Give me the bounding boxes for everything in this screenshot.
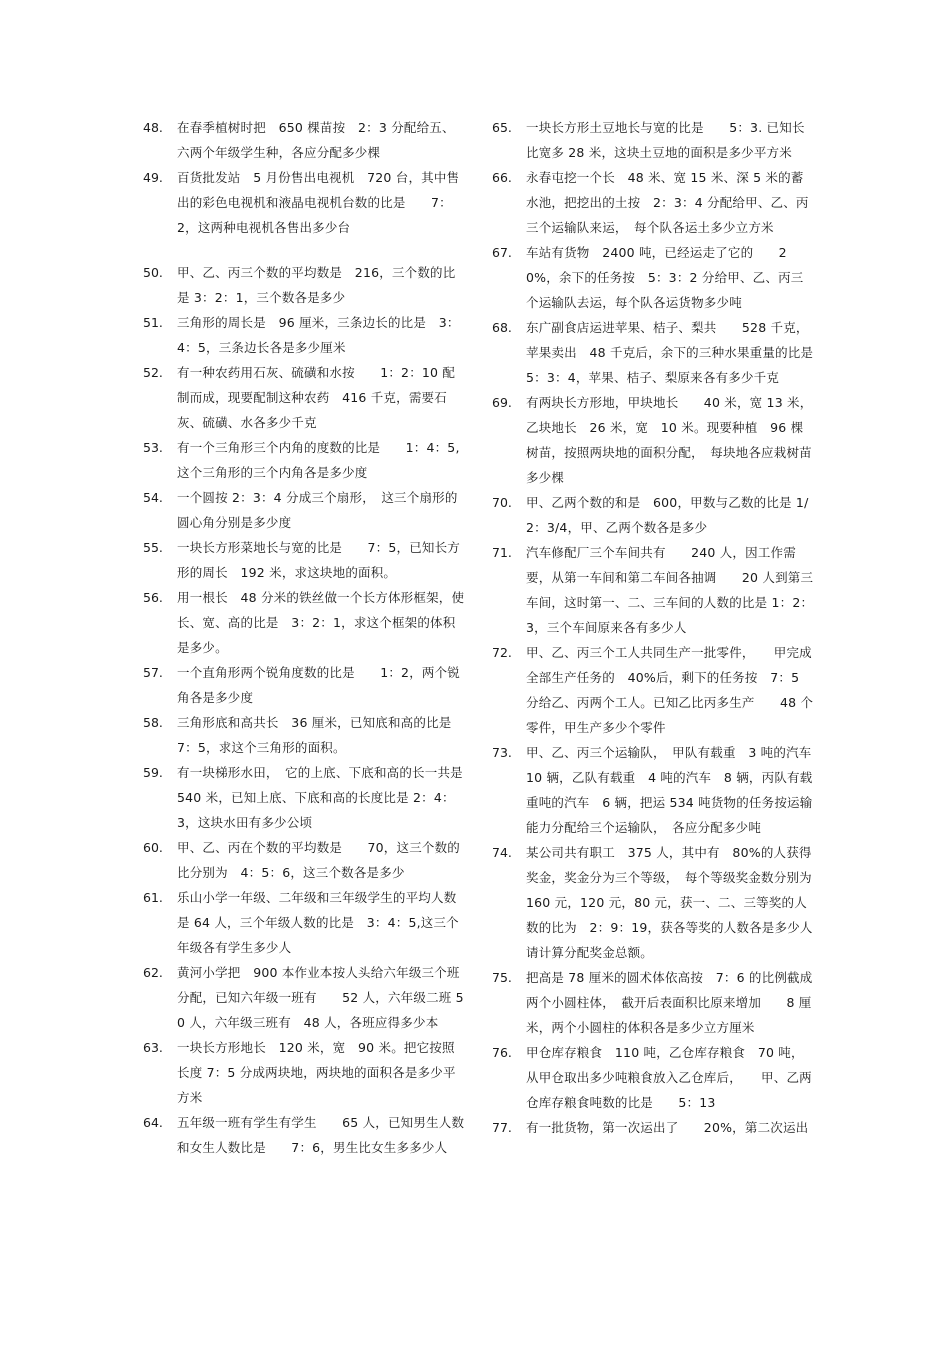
problem-text: 一块长方形土豆地长与宽的比是 5：3. 已知长比宽多 28 米，这块土豆地的面积是多少平方米 — [526, 120, 805, 160]
right-column — [492, 115, 814, 1140]
problem-text: 乐山小学一年级、二年级和三年级学生的平均人数是 64 人，三个年级人数的比是 3：4：5,这三个年级各有学生多少人 — [177, 890, 459, 955]
problem-item — [492, 115, 814, 165]
problem-item — [492, 1115, 814, 1140]
problem-number: 56. — [143, 590, 163, 605]
problem-text: 三角形底和高共长 36 厘米，已知底和高的比是 7：5，求这个三角形的面积。 — [177, 715, 452, 755]
left-column — [143, 115, 465, 1160]
problem-text: 在春季植树时把 650 棵苗按 2：3 分配给五、六两个年级学生种，各应分配多少棵 — [177, 120, 455, 160]
problem-number: 61. — [143, 890, 163, 905]
problem-number: 64. — [143, 1115, 163, 1130]
problem-text: 甲、乙、丙三个运输队， 甲队有载重 3 吨的汽车 10 辆，乙队有载重 4 吨的汽车 8 辆，丙队有载重吨的汽车 6 辆，把运 534 吨货物的任务按运输能力分配给三个运输队， 各应分配多少吨 — [526, 745, 813, 835]
problem-number: 72. — [492, 645, 512, 660]
problem-number: 50. — [143, 265, 163, 280]
problem-text: 甲、乙、丙三个工人共同生产一批零件， 甲完成全部生产任务的 40%后，剩下的任务按 7：5 分给乙、丙两个工人。已知乙比丙多生产 48 个零件，甲生产多少个零件 — [526, 645, 814, 735]
problem-text: 甲、乙两个数的和是 600，甲数与乙数的比是 1/2：3/4，甲、乙两个数各是多少 — [526, 495, 809, 535]
problem-text: 黄河小学把 900 本作业本按人头给六年级三个班分配，已知六年级一班有 52 人，六年级二班 50 人，六年级三班有 48 人，各班应得多少本 — [177, 965, 464, 1030]
problem-text: 甲、乙、丙三个数的平均数是 216，三个数的比是 3：2：1，三个数各是多少 — [177, 265, 456, 305]
problem-number: 69. — [492, 395, 512, 410]
problem-item — [143, 835, 465, 885]
problem-number: 48. — [143, 120, 163, 135]
problem-item — [492, 240, 814, 315]
problem-number: 52. — [143, 365, 163, 380]
problem-item — [492, 740, 814, 840]
problem-item — [143, 1110, 465, 1160]
problem-item — [492, 640, 814, 740]
problem-text: 有一种农药用石灰、硫磺和水按 1：2：10 配制而成，现要配制这种农药 416 千克，需要石灰、硫磺、水各多少千克 — [177, 365, 456, 430]
problem-number: 62. — [143, 965, 163, 980]
problem-item — [143, 885, 465, 960]
problem-item — [143, 360, 465, 435]
problem-item — [492, 1040, 814, 1115]
problem-item — [143, 435, 465, 485]
problem-text: 有一块梯形水田， 它的上底、下底和高的长一共是 540 米，已知上底、下底和高的长度比是 2：4：3，这块水田有多少公顷 — [177, 765, 463, 830]
problem-number: 76. — [492, 1045, 512, 1060]
problem-text: 有两块长方形地，甲块地长 40 米，宽 13 米，乙块地长 26 米，宽 10 米。现要种植 96 棵树苗，按照两块地的面积分配， 每块地各应栽树苗多少棵 — [526, 395, 813, 485]
problem-number: 55. — [143, 540, 163, 555]
problem-text: 甲仓库存粮食 110 吨，乙仓库存粮食 70 吨，从甲仓取出多少吨粮食放入乙仓库后， 甲、乙两仓库存粮食吨数的比是 5：13 — [526, 1045, 812, 1110]
problem-item — [143, 585, 465, 660]
problem-item — [143, 760, 465, 835]
problem-item — [492, 165, 814, 240]
problem-text: 一个圆按 2：3：4 分成三个扇形， 这三个扇形的圆心角分别是多少度 — [177, 490, 458, 530]
problem-text: 百货批发站 5 月份售出电视机 720 台，其中售出的彩色电视机和液晶电视机台数的比是 7：2，这两种电视机各售出多少台 — [177, 170, 460, 235]
problem-number: 75. — [492, 970, 512, 985]
problem-item — [143, 1035, 465, 1110]
problem-text: 车站有货物 2400 吨，已经运走了它的 20%，余下的任务按 5：3：2 分给甲、乙、丙三个运输队去运，每个队各运货物多少吨 — [526, 245, 804, 310]
problem-number: 59. — [143, 765, 163, 780]
problem-text: 永春屯挖一个长 48 米、宽 15 米、深 5 米的蓄水池，把挖出的土按 2：3：4 分配给甲、乙、丙三个运输队来运， 每个队各运土多少立方米 — [526, 170, 809, 235]
problem-text: 把高是 78 厘米的圆术体依高按 7：6 的比例截成两个小圆柱体， 截开后表面积比原来增加 8 厘米，两个小圆柱的体积各是多少立方厘米 — [526, 970, 813, 1035]
problem-item — [143, 115, 465, 165]
problem-number: 51. — [143, 315, 163, 330]
problem-text: 五年级一班有学生有学生 65 人，已知男生人数和女生人数比是 7：6，男生比女生多多少人 — [177, 1115, 465, 1155]
problem-number: 54. — [143, 490, 163, 505]
problem-item — [143, 660, 465, 710]
problem-number: 60. — [143, 840, 163, 855]
problem-item — [492, 315, 814, 390]
problem-text: 一个直角形两个锐角度数的比是 1：2，两个锐角各是多少度 — [177, 665, 461, 705]
problem-text: 甲、乙、丙在个数的平均数是 70，这三个数的比分别为 4：5：6，这三个数各是多少 — [177, 840, 461, 880]
problem-number: 63. — [143, 1040, 163, 1055]
problem-number: 71. — [492, 545, 512, 560]
problem-item — [492, 540, 814, 640]
problem-number: 67. — [492, 245, 512, 260]
problem-number: 77. — [492, 1120, 512, 1135]
problem-item — [492, 490, 814, 540]
problem-item — [492, 965, 814, 1040]
problem-item — [143, 165, 465, 240]
problem-item — [143, 310, 465, 360]
problem-item — [492, 840, 814, 965]
problem-number: 66. — [492, 170, 512, 185]
problem-text: 有一批货物，第一次运出了 20%，第二次运出 — [526, 1120, 809, 1135]
problem-item — [143, 535, 465, 585]
problem-text: 用一根长 48 分米的铁丝做一个长方体形框架，使长、宽、高的比是 3：2：1，求这个框架的体积是多少。 — [177, 590, 465, 655]
problem-number: 73. — [492, 745, 512, 760]
problem-text: 有一个三角形三个内角的度数的比是 1：4：5,这个三角形的三个内角各是多少度 — [177, 440, 460, 480]
problem-item — [143, 485, 465, 535]
problem-number: 70. — [492, 495, 512, 510]
problem-item — [143, 710, 465, 760]
problem-number: 68. — [492, 320, 512, 335]
problem-text: 东广副食店运进苹果、桔子、梨共 528 千克，苹果卖出 48 千克后，余下的三种水果重量的比是 5：3：4，苹果、桔子、梨原来各有多少千克 — [526, 320, 814, 385]
problem-number: 49. — [143, 170, 163, 185]
problem-number: 58. — [143, 715, 163, 730]
problem-number: 53. — [143, 440, 163, 455]
problem-text: 汽车修配厂三个车间共有 240 人，因工作需要，从第一车间和第二车间各抽调 20 人到第三车间，这时第一、二、三车间的人数的比是 1：2：3，三个车间原来各有多少人 — [526, 545, 814, 635]
problem-item — [143, 960, 465, 1035]
problem-number: 74. — [492, 845, 512, 860]
problem-number: 57. — [143, 665, 163, 680]
problem-item — [492, 390, 814, 490]
problem-item — [143, 260, 465, 310]
problem-text: 三角形的周长是 96 厘米，三条边长的比是 3：4：5，三条边长各是多少厘米 — [177, 315, 460, 355]
problem-number: 65. — [492, 120, 512, 135]
problem-text: 某公司共有职工 375 人，其中有 80%的人获得奖金，奖金分为三个等级， 每个等级奖金数分别为 160 元，120 元，80 元，获一、二、三等奖的人数的比为 2：9：19，获各等奖的人数各是多少人请计算分配奖金总额。 — [526, 845, 813, 960]
problem-text: 一块长方形菜地长与宽的比是 7：5，已知长方形的周长 192 米，求这块地的面积。 — [177, 540, 461, 580]
problem-text: 一块长方形地长 120 米，宽 90 米。把它按照长度 7：5 分成两块地，两块地的面积各是多少平方米 — [177, 1040, 456, 1105]
